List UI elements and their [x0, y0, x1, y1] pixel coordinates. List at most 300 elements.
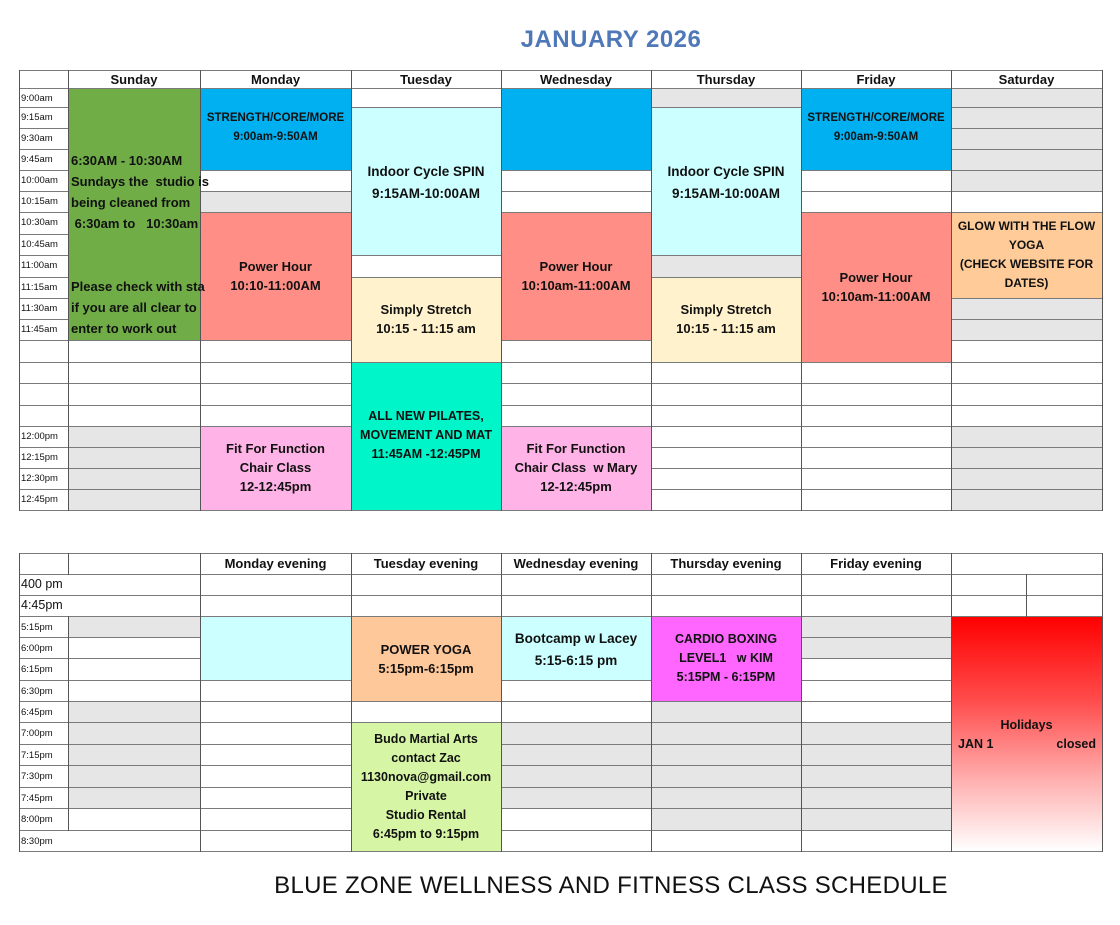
class-text-line: POWER YOGA	[380, 642, 472, 657]
grid-line	[19, 383, 69, 384]
class-text-line: Sundays the studio is	[71, 174, 209, 189]
fri-strength-label	[801, 109, 951, 147]
grid-line	[651, 70, 652, 511]
grid-line	[801, 744, 952, 745]
evening-day-header: Friday evening	[830, 556, 922, 571]
shaded-cell	[802, 745, 951, 765]
grid-line	[200, 405, 352, 406]
time-label: 12:45pm	[21, 494, 58, 505]
grid-line	[351, 616, 502, 617]
grid-line	[651, 851, 802, 852]
class-text-line: 5:15pm-6:15pm	[378, 661, 474, 676]
grid-line	[68, 637, 201, 638]
shaded-cell	[502, 723, 651, 744]
evening-time-label: 7:15pm	[21, 750, 53, 761]
time-label: 11:30am	[21, 303, 58, 314]
shaded-cell	[952, 469, 1102, 489]
wed-fit-label	[501, 439, 651, 496]
class-text-line: being cleaned from	[71, 195, 191, 210]
grid-line	[68, 787, 201, 788]
class-text-line: Indoor Cycle SPIN	[367, 164, 485, 179]
grid-line	[19, 637, 69, 638]
grid-line	[501, 191, 652, 192]
class-text-line: if you are all clear to	[71, 300, 197, 315]
grid-line	[501, 851, 652, 852]
evening-time-label: 8:30pm	[21, 836, 53, 847]
grid-line	[351, 277, 502, 278]
shaded-cell	[652, 745, 801, 765]
shaded-cell	[69, 427, 200, 447]
grid-line	[801, 722, 952, 723]
evening-time-label: 8:00pm	[21, 814, 53, 825]
evening-time-label: 400 pm	[21, 577, 63, 591]
shaded-cell	[69, 766, 200, 787]
grid-line	[951, 489, 1103, 490]
grid-line	[501, 701, 652, 702]
grid-line	[19, 722, 69, 723]
grid-line	[651, 255, 802, 256]
shaded-cell	[652, 766, 801, 787]
grid-line	[68, 553, 69, 575]
class-text-line: 1130nova@gmail.com	[360, 770, 492, 784]
grid-line	[68, 701, 201, 702]
wednesday-blue-block	[502, 89, 651, 170]
grid-line	[951, 340, 1103, 341]
tue-spin-label	[351, 161, 501, 205]
shaded-cell	[69, 702, 200, 722]
grid-line	[19, 787, 69, 788]
grid-line	[68, 722, 201, 723]
grid-line	[651, 787, 802, 788]
shaded-cell	[201, 192, 351, 212]
grid-line	[19, 616, 69, 617]
class-text-line: Please check with sta	[71, 279, 205, 294]
grid-line	[501, 830, 652, 831]
grid-line	[651, 553, 652, 852]
shaded-cell	[952, 89, 1102, 107]
time-label: 11:00am	[21, 260, 58, 271]
grid-line	[351, 510, 502, 511]
grid-line	[501, 553, 502, 852]
holidays-text: JAN 1	[958, 737, 994, 751]
grid-line	[801, 637, 952, 638]
class-text-line: Fit For Function	[226, 441, 325, 456]
grid-line	[501, 722, 652, 723]
grid-line	[19, 595, 69, 596]
grid-line	[801, 787, 952, 788]
grid-line	[351, 255, 502, 256]
evening-time-label: 6:45pm	[21, 707, 53, 718]
class-text-line: 6:30AM - 10:30AM	[71, 153, 183, 168]
shaded-cell	[652, 702, 801, 722]
grid-line	[951, 170, 1103, 171]
class-text-line: DATES)	[1004, 276, 1049, 290]
grid-line	[68, 70, 69, 511]
grid-line	[801, 170, 952, 171]
evening-day-header: Monday evening	[224, 556, 327, 571]
grid-line	[200, 851, 352, 852]
evening-day-header: Tuesday evening	[373, 556, 479, 571]
shaded-cell	[652, 809, 801, 830]
grid-line	[19, 426, 69, 427]
grid-line	[801, 468, 952, 469]
grid-line	[801, 830, 952, 831]
grid-line	[19, 574, 1103, 575]
grid-line	[501, 765, 652, 766]
shaded-cell	[952, 171, 1102, 191]
shaded-cell	[952, 320, 1102, 340]
grid-line	[19, 298, 69, 299]
grid-line	[200, 212, 352, 213]
holidays-text: closed	[1056, 737, 1096, 751]
grid-line	[19, 744, 69, 745]
evening-time-label: 6:15pm	[21, 664, 53, 675]
grid-line	[1102, 70, 1103, 511]
grid-line	[951, 447, 1103, 448]
grid-line	[200, 722, 352, 723]
class-text-line: Chair Class	[239, 460, 312, 475]
grid-line	[651, 383, 802, 384]
day-header: Saturday	[998, 72, 1055, 87]
grid-line	[351, 701, 502, 702]
sunday-note-label	[71, 150, 209, 339]
grid-line	[19, 319, 69, 320]
time-label: 11:45am	[21, 324, 58, 335]
grid-line	[651, 765, 802, 766]
tue-stretch-label	[351, 300, 501, 338]
grid-line	[200, 808, 352, 809]
grid-line	[801, 680, 952, 681]
grid-line	[200, 362, 352, 363]
shaded-cell	[952, 448, 1102, 468]
shaded-cell	[502, 788, 651, 808]
grid-line	[501, 362, 652, 363]
grid-line	[19, 340, 69, 341]
grid-line	[68, 616, 201, 617]
grid-line	[19, 830, 69, 831]
grid-line	[801, 616, 952, 617]
shaded-cell	[652, 723, 801, 744]
class-text-line: 12-12:45pm	[239, 479, 312, 494]
class-text-line: (CHECK WEBSITE FOR	[959, 257, 1094, 271]
fri-power-label	[801, 268, 951, 306]
shaded-cell	[952, 490, 1102, 510]
grid-line	[651, 362, 802, 363]
grid-line	[19, 277, 69, 278]
grid-line	[801, 658, 952, 659]
class-text-line	[71, 234, 205, 255]
grid-line	[351, 722, 502, 723]
grid-line	[651, 616, 802, 617]
grid-line	[951, 595, 1103, 596]
class-text-line: 9:00am-9:50AM	[833, 131, 919, 143]
class-text-line: Simply Stretch	[380, 302, 472, 317]
shaded-cell	[69, 788, 200, 808]
grid-line	[19, 70, 20, 511]
class-text-line: Simply Stretch	[680, 302, 772, 317]
grid-line	[651, 808, 802, 809]
grid-line	[68, 383, 201, 384]
grid-line	[501, 405, 652, 406]
grid-line	[200, 595, 352, 596]
grid-line	[68, 362, 201, 363]
tue-budo-label	[351, 730, 501, 844]
grid-line	[68, 744, 201, 745]
grid-line	[200, 426, 352, 427]
evening-time-label: 6:00pm	[21, 643, 53, 654]
shaded-cell	[802, 788, 951, 808]
grid-line	[801, 447, 952, 448]
sat-glow-label	[951, 217, 1102, 293]
class-text-line: contact Zac	[391, 751, 461, 765]
class-text-line: 12-12:45pm	[540, 479, 612, 494]
shaded-cell	[952, 129, 1102, 149]
shaded-cell	[802, 638, 951, 658]
grid-line	[68, 468, 201, 469]
grid-line	[68, 765, 201, 766]
grid-line	[68, 447, 201, 448]
day-header: Wednesday	[539, 72, 612, 87]
grid-line	[801, 362, 952, 363]
time-label: 9:00am	[21, 93, 53, 104]
monday-evening-cyan-block	[201, 617, 351, 680]
grid-line	[19, 701, 69, 702]
grid-line	[801, 595, 952, 596]
shaded-cell	[69, 745, 200, 765]
grid-line	[801, 851, 952, 852]
time-label: 10:30am	[21, 217, 58, 228]
grid-line	[200, 170, 352, 171]
day-header: Thursday	[696, 72, 756, 87]
grid-line	[200, 680, 352, 681]
grid-line	[951, 362, 1103, 363]
wed-power-label	[501, 257, 651, 295]
time-label: 9:15am	[21, 112, 53, 123]
day-header: Friday	[856, 72, 896, 87]
class-text-line: GLOW WITH THE FLOW	[957, 219, 1096, 233]
class-text-line: 6:30am to 10:30am	[71, 216, 199, 231]
shaded-cell	[69, 469, 200, 489]
grid-line	[501, 787, 652, 788]
class-text-line: Power Hour	[839, 270, 913, 285]
shaded-cell	[802, 723, 951, 744]
wed-bootcamp-label	[501, 628, 651, 672]
shaded-cell	[952, 150, 1102, 170]
grid-line	[68, 830, 201, 831]
class-text-line: 9:15AM-10:00AM	[371, 186, 481, 201]
grid-line	[19, 808, 69, 809]
evening-time-label: 7:00pm	[21, 728, 53, 739]
grid-line	[501, 340, 652, 341]
grid-line	[651, 277, 802, 278]
grid-line	[951, 616, 1103, 617]
class-text-line: 10:10am-11:00AM	[821, 289, 931, 304]
class-text-line: 10:15 - 11:15 am	[676, 321, 776, 336]
class-text-line: 5:15PM - 6:15PM	[676, 670, 776, 684]
time-label: 11:15am	[21, 282, 58, 293]
grid-line	[19, 170, 69, 171]
grid-line	[501, 744, 652, 745]
grid-line	[951, 405, 1103, 406]
grid-line	[651, 489, 802, 490]
grid-line	[801, 405, 952, 406]
grid-line	[200, 510, 352, 511]
time-label: 12:30pm	[21, 473, 58, 484]
schedule-footer: BLUE ZONE WELLNESS AND FITNESS CLASS SCHEDULE	[274, 872, 948, 899]
class-text-line: CARDIO BOXING	[674, 632, 778, 646]
class-text-line: Power Hour	[239, 259, 312, 274]
shaded-cell	[502, 745, 651, 765]
class-text-line: ALL NEW PILATES,	[368, 409, 484, 423]
grid-line	[19, 447, 69, 448]
mon-power-label	[200, 257, 351, 295]
time-label: 12:15pm	[21, 452, 58, 463]
grid-line	[19, 212, 69, 213]
grid-line	[19, 658, 69, 659]
class-text-line: Chair Class w Mary	[514, 460, 638, 475]
grid-line	[68, 489, 201, 490]
grid-line	[501, 383, 652, 384]
mon-strength-label	[200, 109, 351, 147]
day-header: Monday	[250, 72, 301, 87]
evening-time-label: 6:30pm	[21, 686, 53, 697]
class-text-line	[71, 255, 205, 276]
shaded-cell	[652, 256, 801, 277]
grid-line	[501, 808, 652, 809]
grid-line	[351, 362, 502, 363]
grid-line	[19, 553, 20, 852]
time-label: 10:15am	[21, 196, 58, 207]
grid-line	[951, 510, 1103, 511]
shaded-cell	[952, 108, 1102, 128]
class-text-line: Studio Rental	[385, 808, 467, 822]
grid-line	[801, 191, 952, 192]
grid-line	[19, 362, 69, 363]
shaded-cell	[652, 89, 801, 107]
grid-line	[19, 149, 69, 150]
grid-line	[801, 510, 952, 511]
evening-day-header: Thursday evening	[670, 556, 782, 571]
grid-line	[19, 107, 69, 108]
class-text-line: 10:10am-11:00AM	[521, 278, 631, 293]
thu-spin-label	[651, 161, 801, 205]
day-header: Sunday	[110, 72, 158, 87]
grid-line	[68, 616, 69, 831]
grid-line	[651, 744, 802, 745]
grid-line	[19, 489, 69, 490]
grid-line	[68, 405, 201, 406]
time-label: 9:30am	[21, 133, 53, 144]
grid-line	[501, 680, 652, 681]
shaded-cell	[69, 448, 200, 468]
grid-line	[801, 808, 952, 809]
class-text-line: Budo Martial Arts	[374, 732, 478, 746]
evening-time-label: 5:15pm	[21, 622, 53, 633]
class-text-line: Indoor Cycle SPIN	[667, 164, 785, 179]
shaded-cell	[69, 490, 200, 510]
tue-pilates-label	[351, 407, 501, 464]
class-text-line: 5:15-6:15 pm	[534, 653, 618, 668]
grid-line	[200, 765, 352, 766]
grid-line	[951, 191, 1103, 192]
grid-line	[68, 658, 201, 659]
grid-line	[200, 340, 352, 341]
shaded-cell	[802, 809, 951, 830]
grid-line	[19, 553, 1103, 554]
tue-power-yoga-label	[351, 640, 501, 678]
grid-line	[200, 191, 352, 192]
grid-line	[501, 595, 652, 596]
grid-line	[801, 383, 952, 384]
grid-line	[651, 107, 802, 108]
grid-line	[651, 701, 802, 702]
grid-line	[801, 489, 952, 490]
evening-day-header: Wednesday evening	[513, 556, 639, 571]
class-text-line: YOGA	[1008, 238, 1045, 252]
grid-line	[1026, 574, 1027, 617]
grid-line	[951, 149, 1103, 150]
grid-line	[501, 510, 652, 511]
class-text-line: STRENGTH/CORE/MORE	[206, 112, 345, 124]
grid-line	[19, 128, 69, 129]
shaded-cell	[802, 766, 951, 787]
grid-line	[68, 510, 201, 511]
time-label: 10:45am	[21, 239, 58, 250]
grid-line	[651, 468, 802, 469]
class-text-line: Bootcamp w Lacey	[514, 631, 638, 646]
grid-line	[501, 212, 652, 213]
grid-line	[19, 234, 69, 235]
grid-line	[801, 212, 952, 213]
grid-line	[651, 426, 802, 427]
class-text-line: 10:10-11:00AM	[230, 278, 321, 293]
grid-line	[951, 553, 952, 852]
evening-time-label: 7:45pm	[21, 793, 53, 804]
grid-line	[68, 680, 201, 681]
class-text-line: 11:45AM -12:45PM	[371, 447, 481, 461]
grid-line	[801, 765, 952, 766]
grid-line	[68, 851, 201, 852]
evening-time-label: 7:30pm	[21, 771, 53, 782]
grid-line	[200, 383, 352, 384]
grid-line	[200, 744, 352, 745]
grid-line	[651, 510, 802, 511]
holidays-text: Holidays	[1000, 718, 1053, 732]
shaded-cell	[69, 723, 200, 744]
class-text-line: 9:15AM-10:00AM	[671, 186, 781, 201]
class-text-line: 10:15 - 11:15 am	[376, 321, 476, 336]
grid-line	[19, 468, 69, 469]
shaded-cell	[952, 299, 1102, 319]
shaded-cell	[652, 788, 801, 808]
evening-time-label: 4:45pm	[21, 598, 63, 612]
grid-line	[351, 595, 502, 596]
shaded-cell	[952, 427, 1102, 447]
grid-line	[501, 616, 652, 617]
grid-line	[68, 340, 201, 341]
class-text-line: enter to work out	[71, 321, 177, 336]
grid-line	[351, 107, 502, 108]
class-text-line: STRENGTH/CORE/MORE	[807, 112, 945, 124]
grid-line	[200, 701, 352, 702]
grid-line	[951, 426, 1103, 427]
grid-line	[801, 701, 952, 702]
grid-line	[351, 851, 502, 852]
grid-line	[651, 595, 802, 596]
grid-line	[19, 851, 69, 852]
grid-line	[19, 405, 69, 406]
grid-line	[951, 383, 1103, 384]
